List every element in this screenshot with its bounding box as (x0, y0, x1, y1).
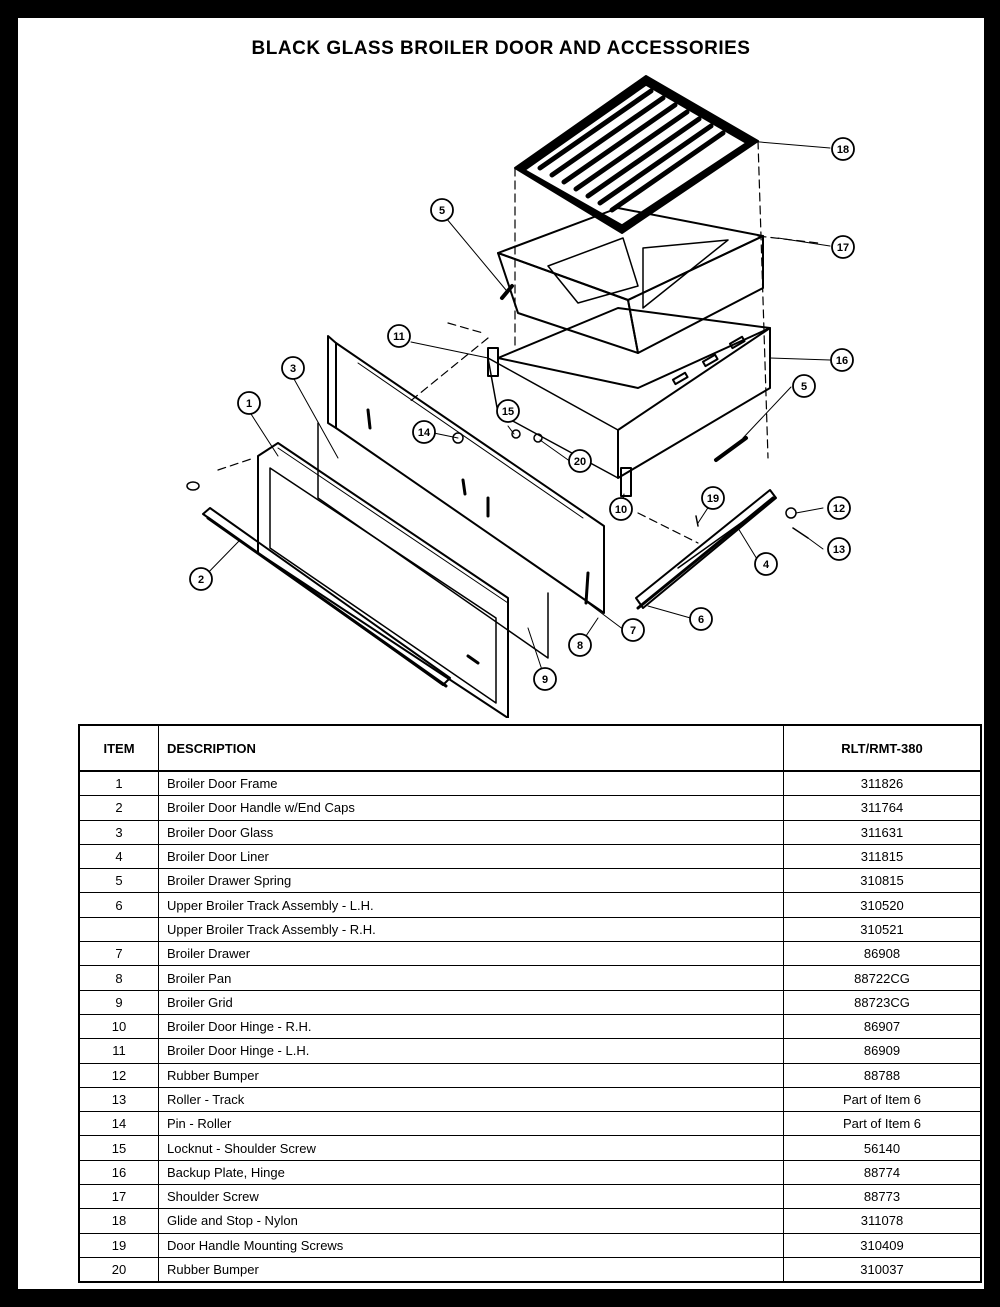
door-liner-drawing (328, 336, 604, 613)
track-assembly-drawing (636, 490, 776, 608)
callout-15 (497, 400, 519, 422)
item-cell: 15 (79, 1136, 159, 1160)
parts-table (78, 724, 982, 1283)
callout-8 (832, 236, 854, 258)
item-cell: 8 (79, 966, 159, 990)
part-cell: Part of Item 6 (784, 1112, 982, 1136)
part-cell: 88723CG (784, 990, 982, 1014)
callout-5-left (431, 199, 453, 221)
table-row (79, 990, 981, 1014)
description-cell: Broiler Drawer (159, 942, 784, 966)
callout-7 (831, 349, 853, 371)
item-cell: 6 (79, 893, 159, 917)
description-cell: Shoulder Screw (159, 1185, 784, 1209)
description-cell: Locknut - Shoulder Screw (159, 1136, 784, 1160)
svg-text:16: 16 (835, 355, 849, 367)
table-row (79, 796, 981, 820)
item-cell: 11 (79, 1039, 159, 1063)
callouts (190, 138, 854, 690)
callout-11 (388, 325, 410, 347)
description-cell: Rubber Bumper (159, 1257, 784, 1282)
description-cell: Broiler Door Liner (159, 844, 784, 868)
description-cell: Door Handle Mounting Screws (159, 1233, 784, 1257)
svg-text:18: 18 (836, 144, 850, 156)
part-cell: 311764 (784, 796, 982, 820)
part-cell: 310521 (784, 917, 982, 941)
part-cell: 311631 (784, 820, 982, 844)
svg-text:15: 15 (501, 406, 515, 418)
description-cell: Broiler Door Handle w/End Caps (159, 796, 784, 820)
description-cell: Broiler Grid (159, 990, 784, 1014)
table-row (79, 1160, 981, 1184)
parts-sheet (18, 18, 984, 1289)
table-row (79, 844, 981, 868)
description-cell: Roller - Track (159, 1087, 784, 1111)
table-row (79, 869, 981, 893)
item-cell: 17 (79, 1185, 159, 1209)
callout-17 (702, 487, 724, 509)
part-cell: 56140 (784, 1136, 982, 1160)
broiler-grid-drawing (515, 76, 758, 233)
svg-text:10: 10 (614, 504, 628, 516)
svg-text:11: 11 (393, 331, 405, 343)
callout-1 (238, 392, 260, 414)
callout-18 (755, 553, 777, 575)
item-cell: 2 (79, 796, 159, 820)
description-cell: Broiler Door Glass (159, 820, 784, 844)
part-cell: 311078 (784, 1209, 982, 1233)
svg-text:14: 14 (417, 427, 431, 439)
item-cell: 12 (79, 1063, 159, 1087)
part-cell: 310409 (784, 1233, 982, 1257)
item-cell: 3 (79, 820, 159, 844)
callout-14 (828, 538, 850, 560)
description-cell: Broiler Door Frame (159, 771, 784, 796)
header-description: DESCRIPTION (159, 725, 784, 771)
item-cell: 20 (79, 1257, 159, 1282)
table-row (79, 893, 981, 917)
description-cell: Backup Plate, Hinge (159, 1160, 784, 1184)
part-cell: 311815 (784, 844, 982, 868)
svg-text:5: 5 (438, 205, 446, 217)
description-cell: Glide and Stop - Nylon (159, 1209, 784, 1233)
part-cell: 88773 (784, 1185, 982, 1209)
svg-text:17: 17 (836, 242, 850, 254)
header-part-number: RLT/RMT-380 (784, 725, 982, 771)
table-row (79, 1185, 981, 1209)
svg-text:20: 20 (573, 456, 587, 468)
callout-19 (534, 668, 556, 690)
item-cell: 16 (79, 1160, 159, 1184)
svg-text:2: 2 (197, 574, 205, 586)
item-cell: 13 (79, 1087, 159, 1111)
description-cell: Pin - Roller (159, 1112, 784, 1136)
table-row (79, 966, 981, 990)
item-cell: 14 (79, 1112, 159, 1136)
item-cell: 5 (79, 869, 159, 893)
part-cell: Part of Item 6 (784, 1087, 982, 1111)
table-row (79, 942, 981, 966)
item-cell (79, 917, 159, 941)
callout-4 (622, 619, 644, 641)
svg-text:9: 9 (541, 674, 549, 686)
table-row (79, 771, 981, 796)
callout-3 (282, 357, 304, 379)
part-cell: 86907 (784, 1014, 982, 1038)
part-cell: 310520 (784, 893, 982, 917)
part-cell: 88774 (784, 1160, 982, 1184)
svg-text:6: 6 (697, 614, 705, 626)
broiler-pan-drawing (498, 208, 763, 353)
svg-text:12: 12 (832, 503, 846, 515)
part-cell: 88788 (784, 1063, 982, 1087)
parts-table-body (79, 771, 981, 1282)
table-row (79, 1112, 981, 1136)
exploded-parts-diagram (18, 18, 984, 718)
callout-10 (610, 498, 632, 520)
callout-5-right (793, 375, 815, 397)
svg-text:3: 3 (289, 363, 297, 375)
description-cell: Upper Broiler Track Assembly - R.H. (159, 917, 784, 941)
description-cell: Upper Broiler Track Assembly - L.H. (159, 893, 784, 917)
header-item: ITEM (79, 725, 159, 771)
callout-2 (190, 568, 212, 590)
description-cell: Broiler Door Hinge - R.H. (159, 1014, 784, 1038)
hardware-drawing (187, 410, 808, 663)
table-row (79, 1136, 981, 1160)
svg-text:8: 8 (576, 640, 584, 652)
callout-13 (828, 497, 850, 519)
assembly-lines (218, 141, 818, 543)
page-title: BLACK GLASS BROILER DOOR AND ACCESSORIES (251, 38, 751, 59)
table-row (79, 1257, 981, 1282)
table-row (79, 820, 981, 844)
description-cell: Broiler Pan (159, 966, 784, 990)
part-cell: 311826 (784, 771, 982, 796)
part-cell: 310815 (784, 869, 982, 893)
door-glass-drawing (318, 423, 548, 658)
svg-text:19: 19 (706, 493, 720, 505)
table-row (79, 1039, 981, 1063)
svg-text:4: 4 (762, 559, 770, 571)
svg-text:13: 13 (832, 544, 846, 556)
part-cell: 86908 (784, 942, 982, 966)
item-cell: 7 (79, 942, 159, 966)
table-row (79, 1209, 981, 1233)
svg-text:1: 1 (245, 398, 253, 410)
item-cell: 4 (79, 844, 159, 868)
item-cell: 19 (79, 1233, 159, 1257)
svg-text:7: 7 (629, 625, 637, 637)
item-cell: 9 (79, 990, 159, 1014)
svg-text:5: 5 (800, 381, 808, 393)
table-row (79, 1063, 981, 1087)
description-cell: Broiler Drawer Spring (159, 869, 784, 893)
item-cell: 18 (79, 1209, 159, 1233)
table-row (79, 1087, 981, 1111)
description-cell: Broiler Door Hinge - L.H. (159, 1039, 784, 1063)
parts-table-header (79, 725, 981, 771)
part-cell: 310037 (784, 1257, 982, 1282)
callout-12 (569, 634, 591, 656)
item-cell: 1 (79, 771, 159, 796)
table-row (79, 1014, 981, 1038)
part-cell: 86909 (784, 1039, 982, 1063)
callout-6 (690, 608, 712, 630)
table-row (79, 917, 981, 941)
callout-9 (832, 138, 854, 160)
part-cell: 88722CG (784, 966, 982, 990)
table-row (79, 1233, 981, 1257)
description-cell: Rubber Bumper (159, 1063, 784, 1087)
callout-16 (569, 450, 591, 472)
callout-20 (413, 421, 435, 443)
item-cell: 10 (79, 1014, 159, 1038)
